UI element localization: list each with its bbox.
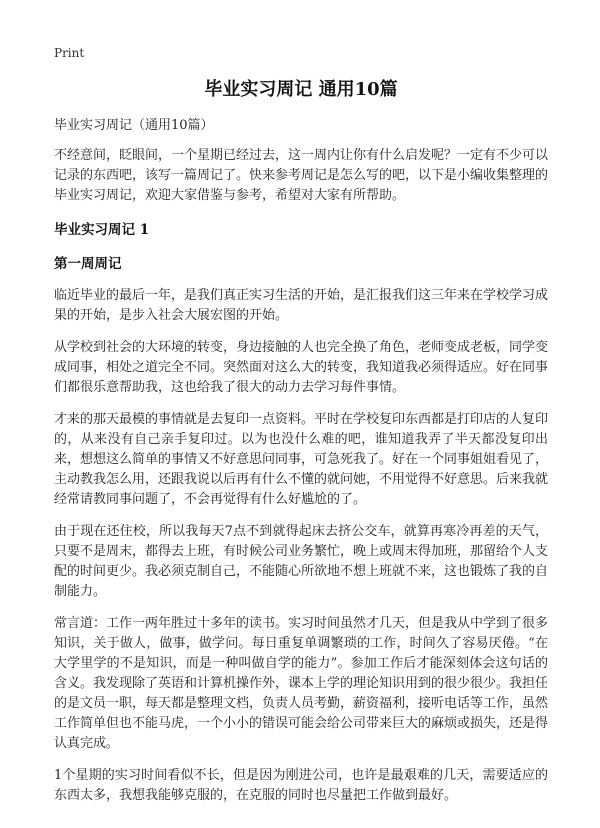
week-heading: 第一周周记 (54, 256, 122, 272)
section-heading: 毕业实习周记 1 (54, 222, 150, 238)
document-subtitle: 毕业实习周记（通用10篇） (54, 118, 214, 133)
body-paragraph-5: 常言道：工作一两年胜过十多年的读书。实习时间虽然才几天，但是我从中学到了很多知识，关于做人，做事，做学问。每日重复单调繁琐的工作，时间久了容易厌倦。“在大学里学的不是知识，而是一种叫做自学的能力”。参加工作后才能深刻体会这句话的含义。我发现除了英语和计算机操作外，课本上学的理论知识用到的很少很少。我担任的是文员一职，每天都是整理文档，负责人员考勤，薪资福利，接听电话等工作，虽然工作简单但也不能马虎，一个小小的错误可能会给公司带来巨大的麻烦或损失，还是得认真完成。 (54, 616, 549, 751)
body-paragraph-6: 1个星期的实习时间看似不长，但是因为刚进公司，也许是最艰难的几天，需要适应的东西太多，我想我能够克服的，在克服的同时也尽量把工作做到最好。 (54, 768, 548, 803)
body-paragraph-2: 从学校到社会的大环境的转变，身边接触的人也完全换了角色，老师变成老板，同学变成同事，相处之道完全不同。突然面对这么大的转变，我知道我必须得适应。好在同事们都很乐意帮助我，这也给我了很大的动力去学习每件事情。 (54, 340, 549, 395)
body-paragraph-4: 由于现在还住校，所以我每天7点不到就得起床去挤公交车，就算再寒冷再差的天气，只要不是周末，都得去上班，有时候公司业务繁忙，晚上或周末得加班，那留给个人支配的时间更少。我必须克制自己，不能随心所欲地不想上班就不来，这也锻炼了我的自制能力。 (54, 524, 549, 599)
body-paragraph-1: 临近毕业的最后一年，是我们真正实习生活的开始，是汇报我们这三年来在学校学习成果的开始，是步入社会大展宏图的开始。 (54, 288, 549, 323)
print-link[interactable]: Print (54, 46, 85, 60)
page-title: 毕业实习周记 通用10篇 (204, 79, 398, 100)
body-paragraph-3: 才来的那天最模的事情就是去复印一点资料。平时在学校复印东西都是打印店的人复印的，从来没有自己亲手复印过。以为也没什么难的吧，谁知道我弄了半天都没复印出来，想想这么简单的事情又不好意思问同事，可急死我了。好在一个同事姐姐看见了，主动教我怎么用，还跟我说以后再有什么不懂的就问她，不用觉得不好意思。后来我就经常请教同事问题了，不会再觉得有什么好尴尬的了。 (54, 412, 549, 507)
intro-paragraph: 不经意间，眨眼间，一个星期已经过去，这一周内让你有什么启发呢？一定有不少可以记录的东西吧，该写一篇周记了。快来参考周记是怎么写的吧，以下是小编收集整理的毕业实习周记，欢迎大家借鉴与参考，希望对大家有所帮助。 (54, 148, 549, 203)
